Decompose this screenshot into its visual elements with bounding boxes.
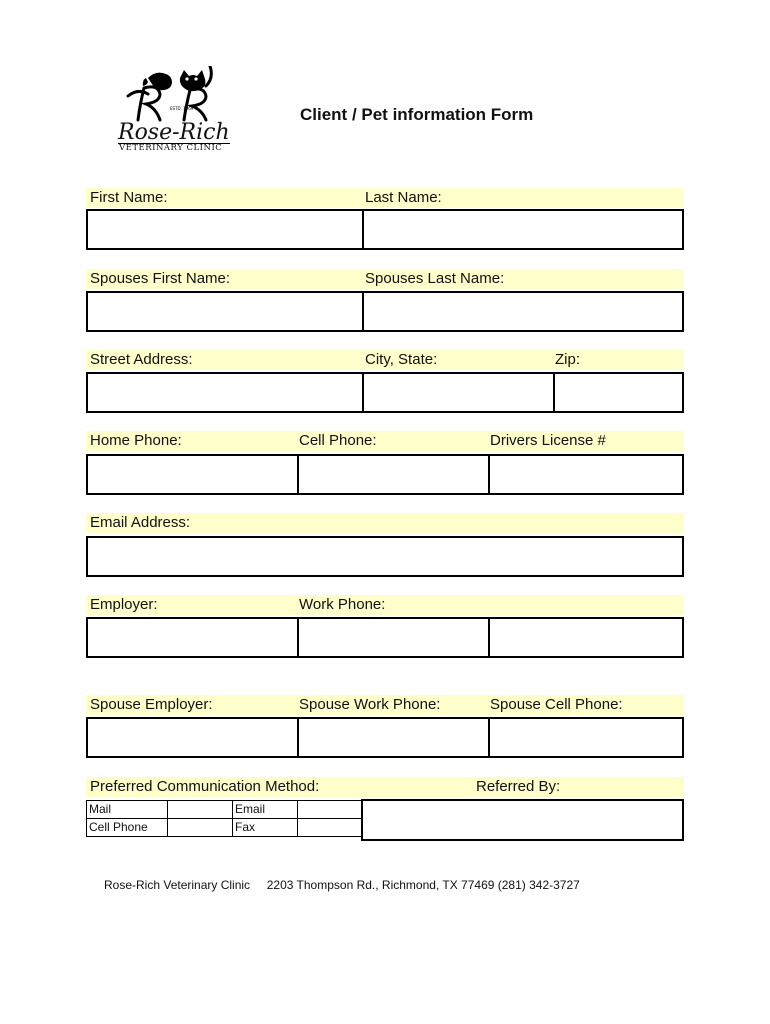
spouse-employer-field[interactable] (88, 719, 297, 756)
spouse-last-name-field[interactable] (362, 293, 684, 330)
zip-field[interactable] (553, 374, 684, 411)
cell-phone-label: Cell Phone: (299, 432, 377, 449)
drivers-license-field[interactable] (488, 456, 684, 493)
work-phone-label: Work Phone: (299, 596, 386, 613)
employer-label: Employer: (90, 596, 158, 613)
footer (104, 878, 580, 892)
spouse-first-name-field[interactable] (88, 293, 362, 330)
table-row (87, 819, 364, 837)
work-phone-field[interactable] (297, 619, 489, 656)
city-state-label: City, State: (365, 351, 438, 368)
communication-options-table (86, 800, 364, 837)
last-name-field[interactable] (362, 211, 684, 248)
employer-field[interactable] (88, 619, 297, 656)
cell-phone-field[interactable] (297, 456, 489, 493)
preferred-communication-label: Preferred Communication Method: (90, 778, 320, 795)
pets-logo-icon (118, 66, 236, 124)
comm-option-cell-phone-label: Cell Phone (87, 819, 168, 837)
employer-row (86, 617, 684, 658)
first-name-field[interactable] (88, 211, 362, 248)
names-row (86, 209, 684, 250)
street-address-label: Street Address: (90, 351, 193, 368)
spouse-employer-row (86, 717, 684, 758)
logo-est: ESTD. 1969 (170, 106, 194, 111)
table-row (87, 801, 364, 819)
zip-label: Zip: (555, 351, 581, 368)
footer-clinic-name: Rose-Rich Veterinary Clinic (104, 878, 251, 892)
last-name-label: Last Name: (365, 189, 442, 206)
home-phone-field[interactable] (88, 456, 297, 493)
comm-option-mail-label: Mail (87, 801, 168, 819)
comm-option-mail-checkbox[interactable] (168, 801, 233, 819)
spouse-names-row (86, 291, 684, 332)
spouse-work-phone-label: Spouse Work Phone: (299, 696, 441, 713)
street-address-field[interactable] (88, 374, 362, 411)
logo-name: Rose-Rich (118, 120, 230, 145)
spouse-first-name-label: Spouses First Name: (90, 270, 231, 287)
referred-by-label: Referred By: (476, 778, 561, 795)
logo-subtitle: VETERINARY CLINIC (119, 143, 223, 153)
home-phone-label: Home Phone: (90, 432, 182, 449)
email-address-field[interactable] (86, 536, 684, 577)
comm-option-email-checkbox[interactable] (298, 801, 364, 819)
spouse-cell-phone-label: Spouse Cell Phone: (490, 696, 623, 713)
form-title: Client / Pet information Form (300, 105, 534, 124)
footer-address: 2203 Thompson Rd., Richmond, TX 77469 (281) 342-3727 (266, 878, 580, 892)
comm-option-cell-phone-checkbox[interactable] (168, 819, 233, 837)
referred-by-field[interactable] (361, 799, 684, 841)
spouse-last-name-label: Spouses Last Name: (365, 270, 505, 287)
comm-option-email-label: Email (233, 801, 298, 819)
comm-option-fax-label: Fax (233, 819, 298, 837)
drivers-license-label: Drivers License # (490, 432, 606, 449)
first-name-label: First Name: (90, 189, 168, 206)
address-row (86, 372, 684, 413)
work-phone-extra-field[interactable] (488, 619, 684, 656)
spouse-work-phone-field[interactable] (297, 719, 489, 756)
comm-option-fax-checkbox[interactable] (298, 819, 364, 837)
city-state-field[interactable] (362, 374, 554, 411)
spouse-employer-label: Spouse Employer: (90, 696, 213, 713)
email-address-label: Email Address: (90, 514, 191, 531)
phones-row (86, 454, 684, 495)
spouse-cell-phone-field[interactable] (488, 719, 684, 756)
